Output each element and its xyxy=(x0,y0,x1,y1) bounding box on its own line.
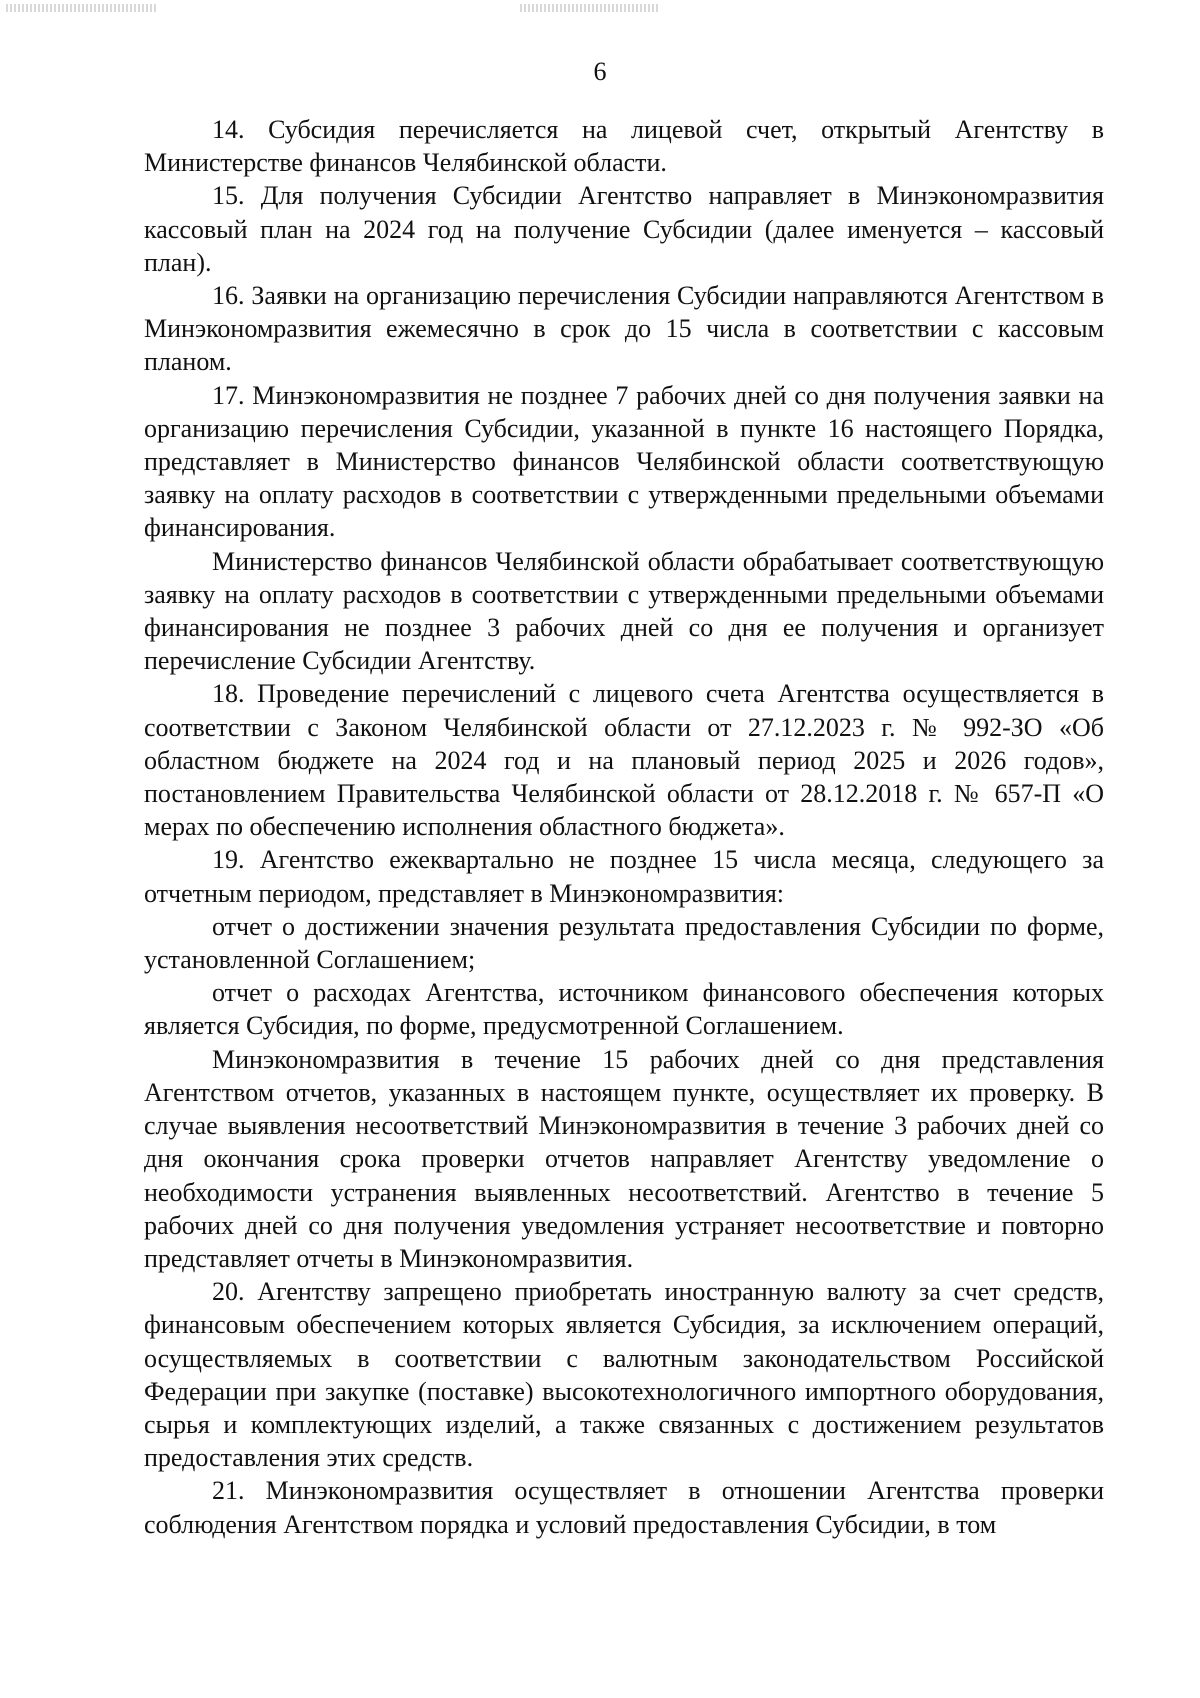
paragraph-20: 20. Агентству запрещено приобретать иностранную валюту за счет средств, финансовым обеспечением которых является Субсидия, за исключением операций, осуществляемых в соответствии с валютным законодательством Российской Федерации при закупке (поставке) высокотехнологичного импортного оборудования, сырья и комплектующих изделий, а также связанных с достижением результатов предоставления этих средств. xyxy=(144,1277,1104,1473)
page-number: 6 xyxy=(593,57,607,86)
paragraph-15: 15. Для получения Субсидии Агентство направляет в Минэкономразвития кассовый план на 2024 год на получение Субсидии (далее именуется – кассовый план). xyxy=(144,181,1104,277)
paragraph-18: 18. Проведение перечислений с лицевого счета Агентства осуществляется в соответствии с Законом Челябинской области от 27.12.2023 г. № 992-ЗО «Об областном бюджете на 2024 год и на плановый период 2025 и 2026 годов», постановлением Правительства Челябинской области от 28.12.2018 г. № 657-П «О мерах по обеспечению исполнения областного бюджета». xyxy=(144,679,1104,842)
paragraph-16: 16. Заявки на организацию перечисления Субсидии направляются Агентством в Минэкономразвития ежемесячно в срок до 15 числа в соответствии с кассовым планом. xyxy=(144,281,1104,377)
paragraph-17-continued: Министерство финансов Челябинской области обрабатывает соответствующую заявку на оплату расходов в соответствии с утвержденными предельными объемами финансирования не позднее 3 рабочих дней со дня ее получения и организует перечисление Субсидии Агентству. xyxy=(144,546,1104,676)
paragraph-19-review: Минэкономразвития в течение 15 рабочих дней со дня представления Агентством отчетов, указанных в настоящем пункте, осуществляет их проверку. В случае выявления несоответствий Минэкономразвития в течение 3 рабочих дней со дня окончания срока проверки отчетов направляет Агентству уведомление о необходимости устранения выявленных несоответствий. Агентство в течение 5 рабочих дней со дня получения уведомления устраняет несоответствие и повторно представляет отчеты в Минэкономразвития. xyxy=(144,1044,1104,1273)
scan-artifact-left xyxy=(6,4,156,12)
paragraph-19-item-1: отчет о достижении значения результата предоставления Субсидии по форме, установленной Соглашением; xyxy=(144,911,1104,975)
paragraph-19: 19. Агентство ежеквартально не позднее 15 числа месяца, следующего за отчетным периодом, представляет в Минэкономразвития: xyxy=(144,845,1104,908)
document-body xyxy=(144,113,1104,1541)
paragraph-21: 21. Минэкономразвития осуществляет в отношении Агентства проверки соблюдения Агентством порядка и условий предоставления Субсидии, в том xyxy=(144,1476,1104,1539)
paragraph-17: 17. Минэкономразвития не позднее 7 рабочих дней со дня получения заявки на организацию перечисления Субсидии, указанной в пункте 16 настоящего Порядка, представляет в Министерство финансов Челябинской области соответствующую заявку на оплату расходов в соответствии с утвержденными предельными объемами финансирования. xyxy=(144,380,1104,543)
paragraph-19-item-2: отчет о расходах Агентства, источником финансового обеспечения которых является Субсидия, по форме, предусмотренной Соглашением. xyxy=(144,978,1104,1041)
scan-artifact-middle xyxy=(520,4,660,12)
scan-artifacts xyxy=(0,0,1200,20)
paragraph-14: 14. Субсидия перечисляется на лицевой счет, открытый Агентству в Министерстве финансов Челябинской области. xyxy=(144,115,1104,178)
